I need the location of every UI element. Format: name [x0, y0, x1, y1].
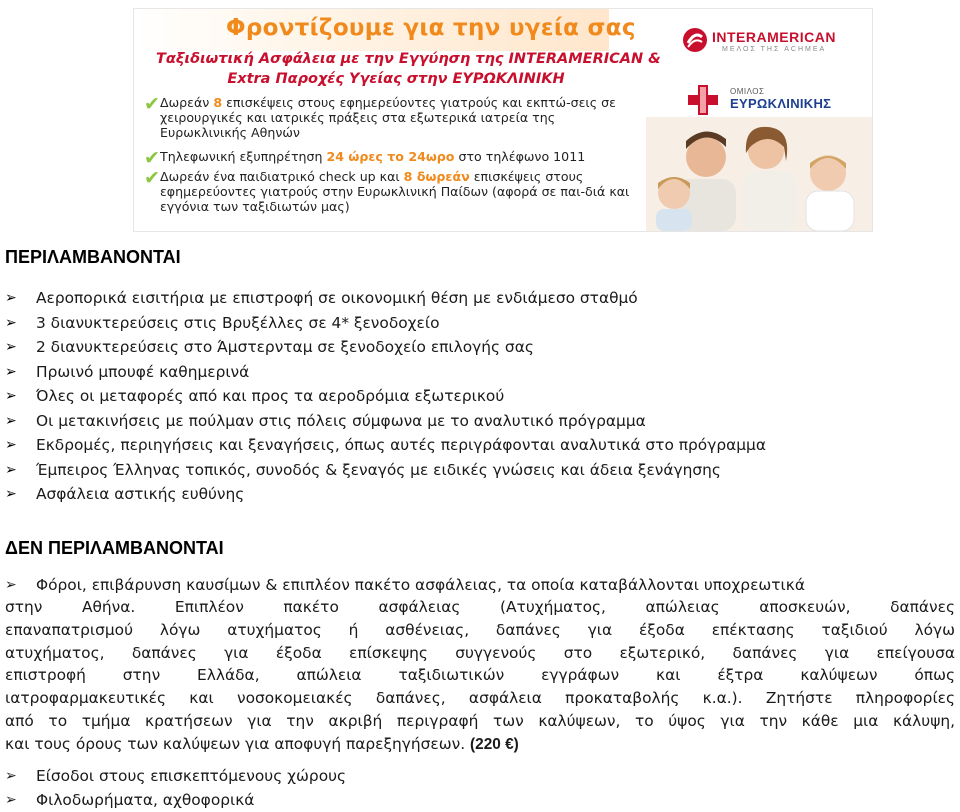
list-item-text: Αεροπορικά εισιτήρια με επιστροφή σε οικονομική θέση με ενδιάμεσο σταθμό: [36, 289, 638, 307]
list-item: [5, 286, 960, 311]
medical-cross-icon: [686, 83, 720, 117]
family-photo: [646, 117, 872, 231]
arrow-bullet-icon: ➢: [5, 577, 17, 593]
arrow-bullet-icon: ➢: [5, 437, 17, 453]
list-item-text: Οι μετακινήσεις με πούλμαν στις πόλεις σύμφωνα με το αναλυτικό πρόγραμμα: [36, 411, 646, 430]
arrow-bullet-icon: ➢: [5, 461, 17, 478]
list-item: ➢ Φόροι, επιβάρυνση καυσίμων & επιπλέον πακέτο ασφάλειας, τα οποία καταβάλλονται υποχρεωτικά: [5, 576, 805, 594]
not-included-heading: ΔΕΝ ΠΕΡΙΛΑΜΒΑΝΟΝΤΑΙ: [5, 538, 224, 558]
paragraph-line: από το τμήμα κρατήσεων για την ακριβή περιγραφή των καλύψεων, το ύψος για την κάθε μια κάλυψη,: [5, 711, 955, 730]
list-item: [5, 360, 960, 385]
list-item-text: Έμπειρος Έλληνας τοπικός, συνοδός & ξεναγός με ειδικές γνώσεις και άδεια ξενάγησης: [36, 460, 721, 479]
paragraph-line: ιατροφαρμακευτικές και νοσοκομειακές δαπάνες, ασφάλεια προκαταβολής κ.α.). Ζητήστε πληροφορίες: [5, 689, 955, 708]
paragraph-line: ατυχήματος, δαπάνες για έξοδα επίσκεψης συγγενούς στο εξωτερικό, δαπάνες για επείγουσα: [5, 643, 955, 662]
list-item-text: Εκδρομές, περιηγήσεις και ξεναγήσεις, όπως αυτές περιγράφονται αναλυτικά στο πρόγραμμα: [36, 436, 766, 454]
list-item: [5, 335, 960, 360]
list-item: [5, 764, 960, 788]
banner-title: Φροντίζουμε για την υγεία σας: [226, 15, 636, 41]
euroclinic-logo: ΟΜΙΛΟΣ ΕΥΡΩΚΛΙΝΙΚΗΣ: [686, 81, 866, 121]
arrow-bullet-icon: ➢: [5, 388, 17, 404]
list-item: [5, 311, 960, 336]
banner-bullet: ✔ Δωρεάν 8 επισκέψεις στους εφημερεύοντες γιατρούς και εκπτώ-σεις σε χειρουργικές και ιατρικές πράξεις στα εξωτερικά ιατρεία της Ευρωκλινικής Αθηνών: [144, 93, 616, 140]
arrow-bullet-icon: ➢: [5, 314, 17, 331]
paragraph-line: επιστροφή στην Ελλάδα, απώλεια ταξιδιωτικών εγγράφων και έξτρα καλύψεων όπως: [5, 666, 955, 685]
arrow-bullet-icon: ➢: [5, 768, 17, 784]
arrow-bullet-icon: ➢: [5, 339, 17, 355]
interamerican-mark-icon: [682, 27, 708, 53]
arrow-bullet-icon: ➢: [5, 486, 17, 502]
not-included-list: [5, 764, 960, 812]
list-item: [5, 482, 960, 507]
list-item: [5, 384, 960, 409]
list-item: [5, 409, 960, 434]
list-item-text: Όλες οι μεταφορές από και προς τα αεροδρόμια εξωτερικού: [36, 387, 505, 405]
banner-subtitle-2: Extra Παροχές Υγείας στην ΕΥΡΩΚΛΙΝΙΚΗ: [227, 71, 565, 87]
not-included-paragraph: [5, 574, 955, 756]
arrow-bullet-icon: ➢: [5, 792, 17, 808]
list-item-text: Πρωινό μπουφέ καθημερινά: [36, 362, 250, 381]
price-value: (220 €): [470, 735, 519, 753]
banner-bullet: ✔ Δωρεάν ένα παιδιατρικό check up και 8 δωρεάν επισκέψεις στους εφημερεύοντες γιατρούς στην Ευρωκλινική Παίδων (αφορά σε παι-διά και εγγόνια των ταξιδιωτών μας): [144, 167, 630, 214]
banner-subtitle-1: Ταξιδιωτική Ασφάλεια με την Εγγύηση της INTERAMERICAN &: [156, 51, 661, 67]
arrow-bullet-icon: ➢: [5, 363, 17, 380]
paragraph-line: στην Αθήνα. Επιπλέον πακέτο ασφάλειας (Ατυχήματος, απώλειας αποσκευών, δαπάνες: [5, 598, 955, 616]
list-item: [5, 788, 960, 812]
list-item-text: Ασφάλεια αστικής ευθύνης: [36, 485, 245, 503]
list-item-text: Είσοδοι στους επισκεπτόμενους χώρους: [36, 767, 347, 785]
list-item-text: 3 διανυκτερεύσεις στις Βρυξέλλες σε 4* ξενοδοχείο: [36, 313, 440, 332]
interamerican-logo: INTERAMERICAN ΜΕΛΟΣ ΤΗΣ ACHMEA: [682, 25, 867, 59]
list-item: [5, 433, 960, 458]
included-heading: ΠΕΡΙΛΑΜΒΑΝΟΝΤΑΙ: [5, 247, 181, 267]
checkmark-icon: ✔: [144, 147, 160, 169]
paragraph-line: επαναπατρισμού λόγω ατυχήματος ή ασθένειας, δαπάνες για έξοδα επέκτασης ταξιδιού λόγω: [5, 620, 955, 639]
arrow-bullet-icon: ➢: [5, 412, 17, 429]
checkmark-icon: ✔: [144, 93, 160, 115]
list-item-text: 2 διανυκτερεύσεις στο Άμστερνταμ σε ξενοδοχείο επιλογής σας: [36, 338, 534, 356]
banner-bullet: ✔ Τηλεφωνική εξυπηρέτηση 24 ώρες το 24ωρο στο τηλέφωνο 1011: [144, 147, 586, 169]
arrow-bullet-icon: ➢: [5, 290, 17, 306]
paragraph-line: και τους όρους των καλύψεων για αποφυγή παρεξηγήσεων. (220 €): [5, 734, 519, 753]
list-item: [5, 458, 960, 483]
included-list: [5, 286, 960, 507]
promo-banner: [133, 8, 873, 232]
list-item-text: Φιλοδωρήματα, αχθοφορικά: [36, 791, 255, 809]
checkmark-icon: ✔: [144, 167, 160, 189]
